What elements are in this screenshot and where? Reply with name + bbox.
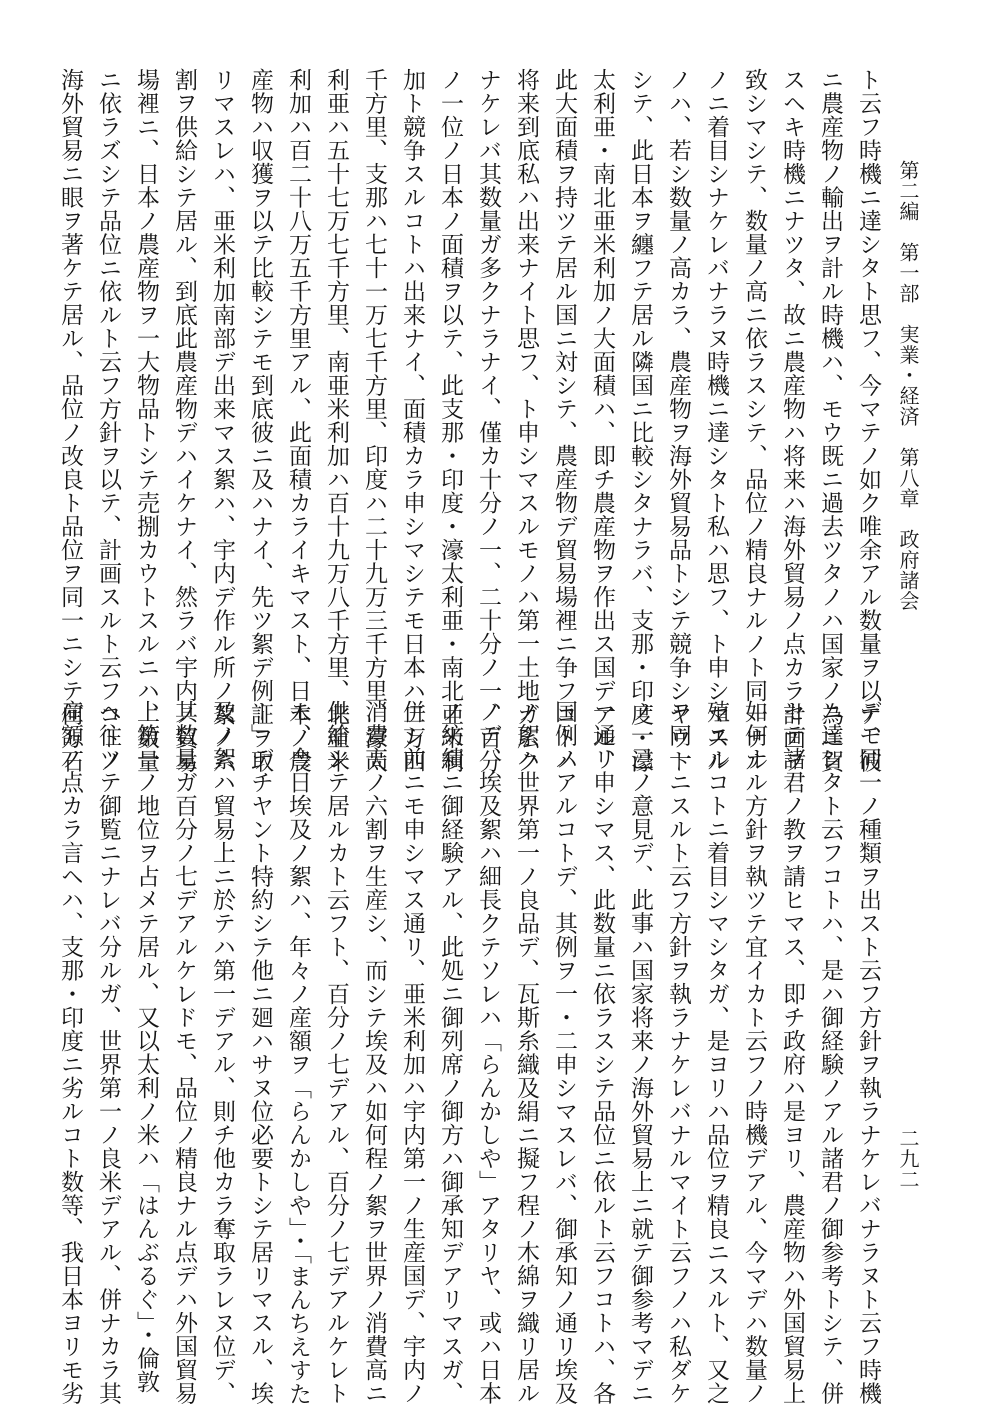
lower-column: デモ同一ノ種類ヲ出スト云フ方針ヲ執ラナケレバナラヌト云フ時機 [855,700,881,1405]
upper-column: 太利亜・南北亜米利加ノ大面積ハ、即チ農産物ヲ作出ス国デアル、 [589,68,615,773]
upper-column: 致シマシテ、数量ノ高ニ依ラスシテ、品位ノ精良ナルノト同一ナル [741,68,767,773]
upper-column: リマスレハ、亜米利加南部デ出来マス絮ハ、宇内デ作ル所ノ絮ノ六 [209,68,235,773]
upper-column: 利加ハ百二十八万五千方里アル、此面積カライキマスト、日本ノ農 [285,68,311,773]
upper-column: 加ト競争スルコトハ出来ナイ、面積カラ申シマシテモ日本ハ二万四 [399,68,425,773]
lower-column: ノデ、埃及絮ハ細長クテソレハ「らんかしや」アタリヤ、或ハ日本 [475,700,501,1405]
lower-column: 如何ナル方針ヲ執ツテ宜イカト云フノ時機デアル、今マデハ数量ノ [741,700,767,1405]
running-head: 第二編 第一部 実業・経済 第八章 政府諸会 [896,160,920,611]
lower-column: 一通リ申シマス、此数量ニ依ラスシテ品位ニ依ルト云フコトハ、各 [589,700,615,1405]
lower-column: 消費高ノ六割ヲ生産シ、而シテ埃及ハ如何程ノ絮ヲ世界ノ消費高ニ [361,700,387,1405]
upper-column: ニ依ラズシテ品位ニ依ルト云フ方針ヲ以テ、計画スルト云フコトノ [95,68,121,773]
upper-column: 海外貿易ニ眼ヲ著ケテ居ル、品位ノ改良ト品位ヲ同一ニシテ何万石 [57,68,83,773]
upper-column: 割ヲ供給シテ居ル、到底此農産物デハイケナイ、然ラバ宇内ノ貿易 [171,68,197,773]
lower-column: 及ノ絮ハ貿易上ニ於テハ第一デアル、則チ他カラ奪取ラレヌ位デ、 [209,700,235,1405]
upper-column: 将来到底私ハ出来ナイト思フ、ト申シマスルモノハ第一土地ガ広ク [513,68,539,773]
lower-column: 併シ前ニモ申シマス通リ、亜米利加ハ宇内第一ノ生産国デ、宇内ノ [399,700,425,1405]
upper-column: ノ一位ノ日本ノ面積ヲ以テ、此支那・印度・濠太利亜・南北亜米利 [437,68,463,773]
lower-column: ニ達シタト云フコトハ、是ハ御経験ノアル諸君ノ御参考トシテ、併 [817,700,843,1405]
lower-column: 上第一ノ地位ヲ占メテ居ル、又以太利ノ米ハ「はんぶるぐ」・倫敦 [133,700,159,1394]
upper-column: 場裡ニ、日本ノ農産物ヲ一大物品トシテ売捌カウトスルニハ、数量 [133,68,159,773]
upper-column: スヘキ時機ニナツタ、故ニ農産物ハ将来ハ海外貿易ノ点カラ計画ヲ [779,68,805,773]
lower-column: 其数量ガ百分ノ七デアルケレドモ、品位ノ精良ナル点デハ外国貿易 [171,700,197,1405]
upper-column: ニ農産物ノ輸出ヲ計ル時機ハ、モウ既ニ過去ツタノハ国家ノ為ニ賀 [817,68,843,773]
lower-column: 産額ノ点カラ言ヘハ、支那・印度ニ劣ルコト数等、我日本ヨリモ劣 [57,700,83,1405]
lower-column: ヘ往ツテ御覧ニナレバ分ルガ、世界第一ノ良米デアル、併ナカラ其 [95,700,121,1405]
lower-column: ヲ同一ニスルト云フ方針ヲ執ラナケレバナルマイト云フノハ私ダケ [665,700,691,1405]
upper-column: 千方里、支那ハ七十一万七千方里、印度ハ二十九万三千方里、濠太 [361,68,387,773]
page-number: 二九二 [896,1128,920,1190]
lower-column: 国例ノアルコトデ、其例ヲ一・二申シマスレバ、御承知ノ通リ埃及 [551,700,577,1405]
lower-column: ー」デチヤント特約シテ他ニ廻ハサヌ位必要トシテ居リマスル、埃 [247,700,273,1405]
upper-column: ト云フ時機ニ達シタト思フ、今マテノ如ク唯余アル数量ヲ以テ、彼 [855,68,881,773]
lower-column: モ、今日埃及ノ絮ハ、年々ノ産額ヲ「らんかしや」・「まんちえすた [285,700,311,1406]
upper-column: シテ、此日本ヲ纏フテ居ル隣国ニ比較シタナラバ、支那・印度・濠 [627,68,653,773]
upper-column: ナケレバ其数量ガ多クナラナイ、僅カ十分ノ一、二十分ノ一、百分 [475,68,501,773]
lower-column: ノ一己ノ意見デ、此事ハ国家将来ノ海外貿易上ニ就テ御参考マデニ [627,700,653,1405]
upper-column: 産物ハ収獲ヲ以テ比較シテモ到底彼ニ及ハナイ、先ツ絮デ例証ヲ取 [247,68,273,773]
lower-column: ノ絮ハ世界第一ノ良品デ、瓦斯糸織及絹ニ擬フ程ノ木綿ヲ織リ居ル [513,700,539,1405]
lower-column: ノ紡績ニ御経験アル、此処ニ御列席ノ御方ハ御承知デアリマスガ、 [437,700,463,1405]
upper-column: ノニ着目シナケレバナラヌ時機ニ達シタト私ハ思フ、ト申シマスル [703,68,729,773]
lower-column: 殖エルコトニ着目シマシタガ、是ヨリハ品位ヲ精良ニスルト、又之 [703,700,729,1405]
upper-column: 利亜ハ五十七万七千方里、南亜米利加ハ百十九万八千方里、北亜米 [323,68,349,773]
lower-column: 供給シテ居ルカト云フト、百分ノ七デアル、百分ノ七デアルケレト [323,700,349,1405]
upper-column: 此大面積ヲ持ツテ居ル国ニ対シテ、農産物デ貿易場裡ニ争フコトハ [551,68,577,773]
upper-column: ノハ、若シ数量ノ高カラ、農産物ヲ海外貿易品トシテ競争シヤウト [665,68,691,773]
lower-column: セテ諸君ノ教ヲ請ヒマス、即チ政府ハ是ヨリ、農産物ハ外国貿易上 [779,700,805,1405]
